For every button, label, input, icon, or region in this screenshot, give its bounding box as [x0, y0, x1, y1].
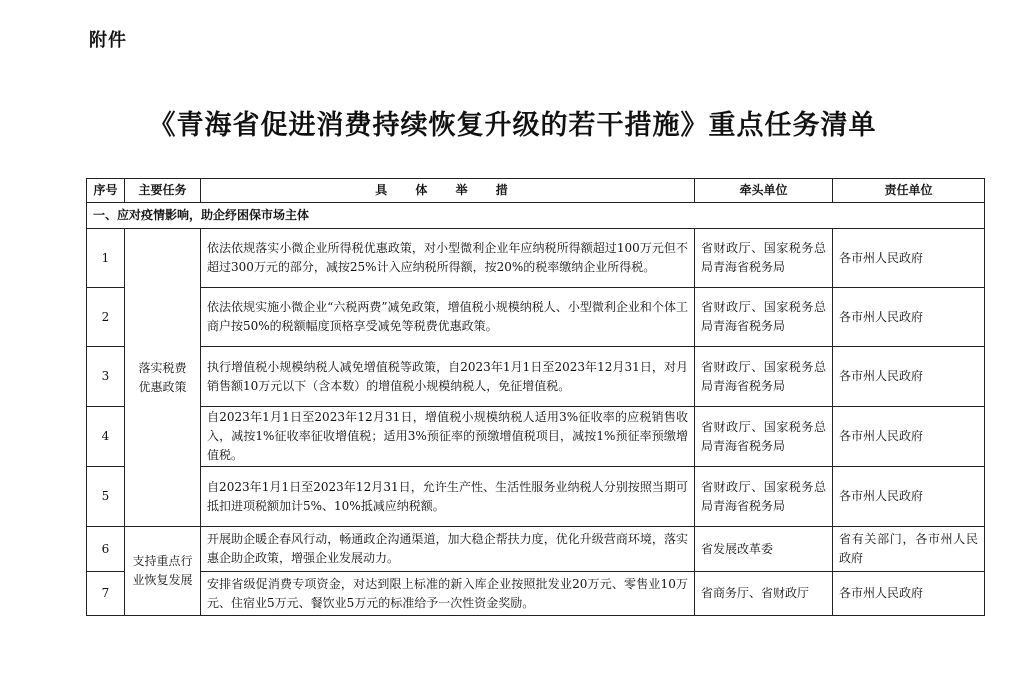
responsible-unit-cell: 各市州人民政府: [833, 288, 985, 347]
lead-unit-cell: 省财政厅、国家税务总局青海省税务局: [695, 347, 833, 407]
responsible-unit-cell: 各市州人民政府: [833, 407, 985, 467]
table-row: [87, 229, 985, 288]
header-task: 主要任务: [125, 179, 201, 203]
task-list-table: [86, 178, 985, 616]
attachment-label: 附件: [89, 30, 127, 51]
row-number: 3: [87, 347, 125, 407]
table-row: [87, 527, 985, 572]
row-number: 6: [87, 527, 125, 572]
measure-cell: 依法依规实施小微企业“六税两费”减免政策，增值税小规模纳税人、小型微利企业和个体工商户按50%的税额幅度顶格享受减免等税费优惠政策。: [201, 288, 695, 347]
responsible-unit-cell: 省有关部门，各市州人民政府: [833, 527, 985, 572]
table-header-row: [87, 179, 985, 203]
responsible-unit-cell: 各市州人民政府: [833, 572, 985, 616]
document-title: 《青海省促进消费持续恢复升级的若干措施》重点任务清单: [148, 110, 877, 141]
lead-unit-cell: 省财政厅、国家税务总局青海省税务局: [695, 467, 833, 527]
lead-unit-cell: 省财政厅、国家税务总局青海省税务局: [695, 407, 833, 467]
lead-unit-cell: 省商务厅、省财政厅: [695, 572, 833, 616]
measure-cell: 开展助企暖企春风行动，畅通政企沟通渠道，加大稳企帮扶力度，优化升级营商环境，落实惠企助企政策，增强企业发展动力。: [201, 527, 695, 572]
table-row: [87, 347, 985, 407]
responsible-unit-cell: 各市州人民政府: [833, 347, 985, 407]
measure-cell: 依法依规落实小微企业所得税优惠政策，对小型微利企业年应纳税所得额超过100万元但不超过300万元的部分，减按25%计入应纳税所得额，按20%的税率缴纳企业所得税。: [201, 229, 695, 288]
table-row: [87, 288, 985, 347]
header-measure: 具 体 举 措: [201, 179, 695, 203]
header-responsible: 责任单位: [833, 179, 985, 203]
row-number: 4: [87, 407, 125, 467]
lead-unit-cell: 省发展改革委: [695, 527, 833, 572]
section-title: 一、应对疫情影响，助企纾困保市场主体: [87, 203, 985, 229]
row-number: 2: [87, 288, 125, 347]
header-no: 序号: [87, 179, 125, 203]
measure-cell: 自2023年1月1日至2023年12月31日，增值税小规模纳税人适用3%征收率的应税销售收入，减按1%征收率征收增值税；适用3%预征率的预缴增值税项目，减按1%预征率预缴增值税。: [201, 407, 695, 467]
responsible-unit-cell: 各市州人民政府: [833, 467, 985, 527]
row-number: 7: [87, 572, 125, 616]
lead-unit-cell: 省财政厅、国家税务总局青海省税务局: [695, 229, 833, 288]
table-row: [87, 467, 985, 527]
table-row: [87, 407, 985, 467]
measure-cell: 安排省级促消费专项资金，对达到限上标准的新入库企业按照批发业20万元、零售业10万元、住宿业5万元、餐饮业5万元的标准给予一次性资金奖励。: [201, 572, 695, 616]
lead-unit-cell: 省财政厅、国家税务总局青海省税务局: [695, 288, 833, 347]
section-row: [87, 203, 985, 229]
header-lead: 牵头单位: [695, 179, 833, 203]
main-task-cell: [125, 527, 201, 616]
row-number: 1: [87, 229, 125, 288]
main-task-label: 落实税费优惠政策: [138, 360, 187, 394]
table-row: [87, 572, 985, 616]
measure-cell: 自2023年1月1日至2023年12月31日，允许生产性、生活性服务业纳税人分别按照当期可抵扣进项税额加计5%、10%抵减应纳税额。: [201, 467, 695, 527]
main-task-cell: [125, 229, 201, 527]
measure-cell: 执行增值税小规模纳税人减免增值税等政策，自2023年1月1日至2023年12月31日，对月销售额10万元以下（含本数）的增值税小规模纳税人，免征增值税。: [201, 347, 695, 407]
row-number: 5: [87, 467, 125, 527]
responsible-unit-cell: 各市州人民政府: [833, 229, 985, 288]
main-task-label: 支持重点行业恢复发展: [132, 554, 193, 587]
